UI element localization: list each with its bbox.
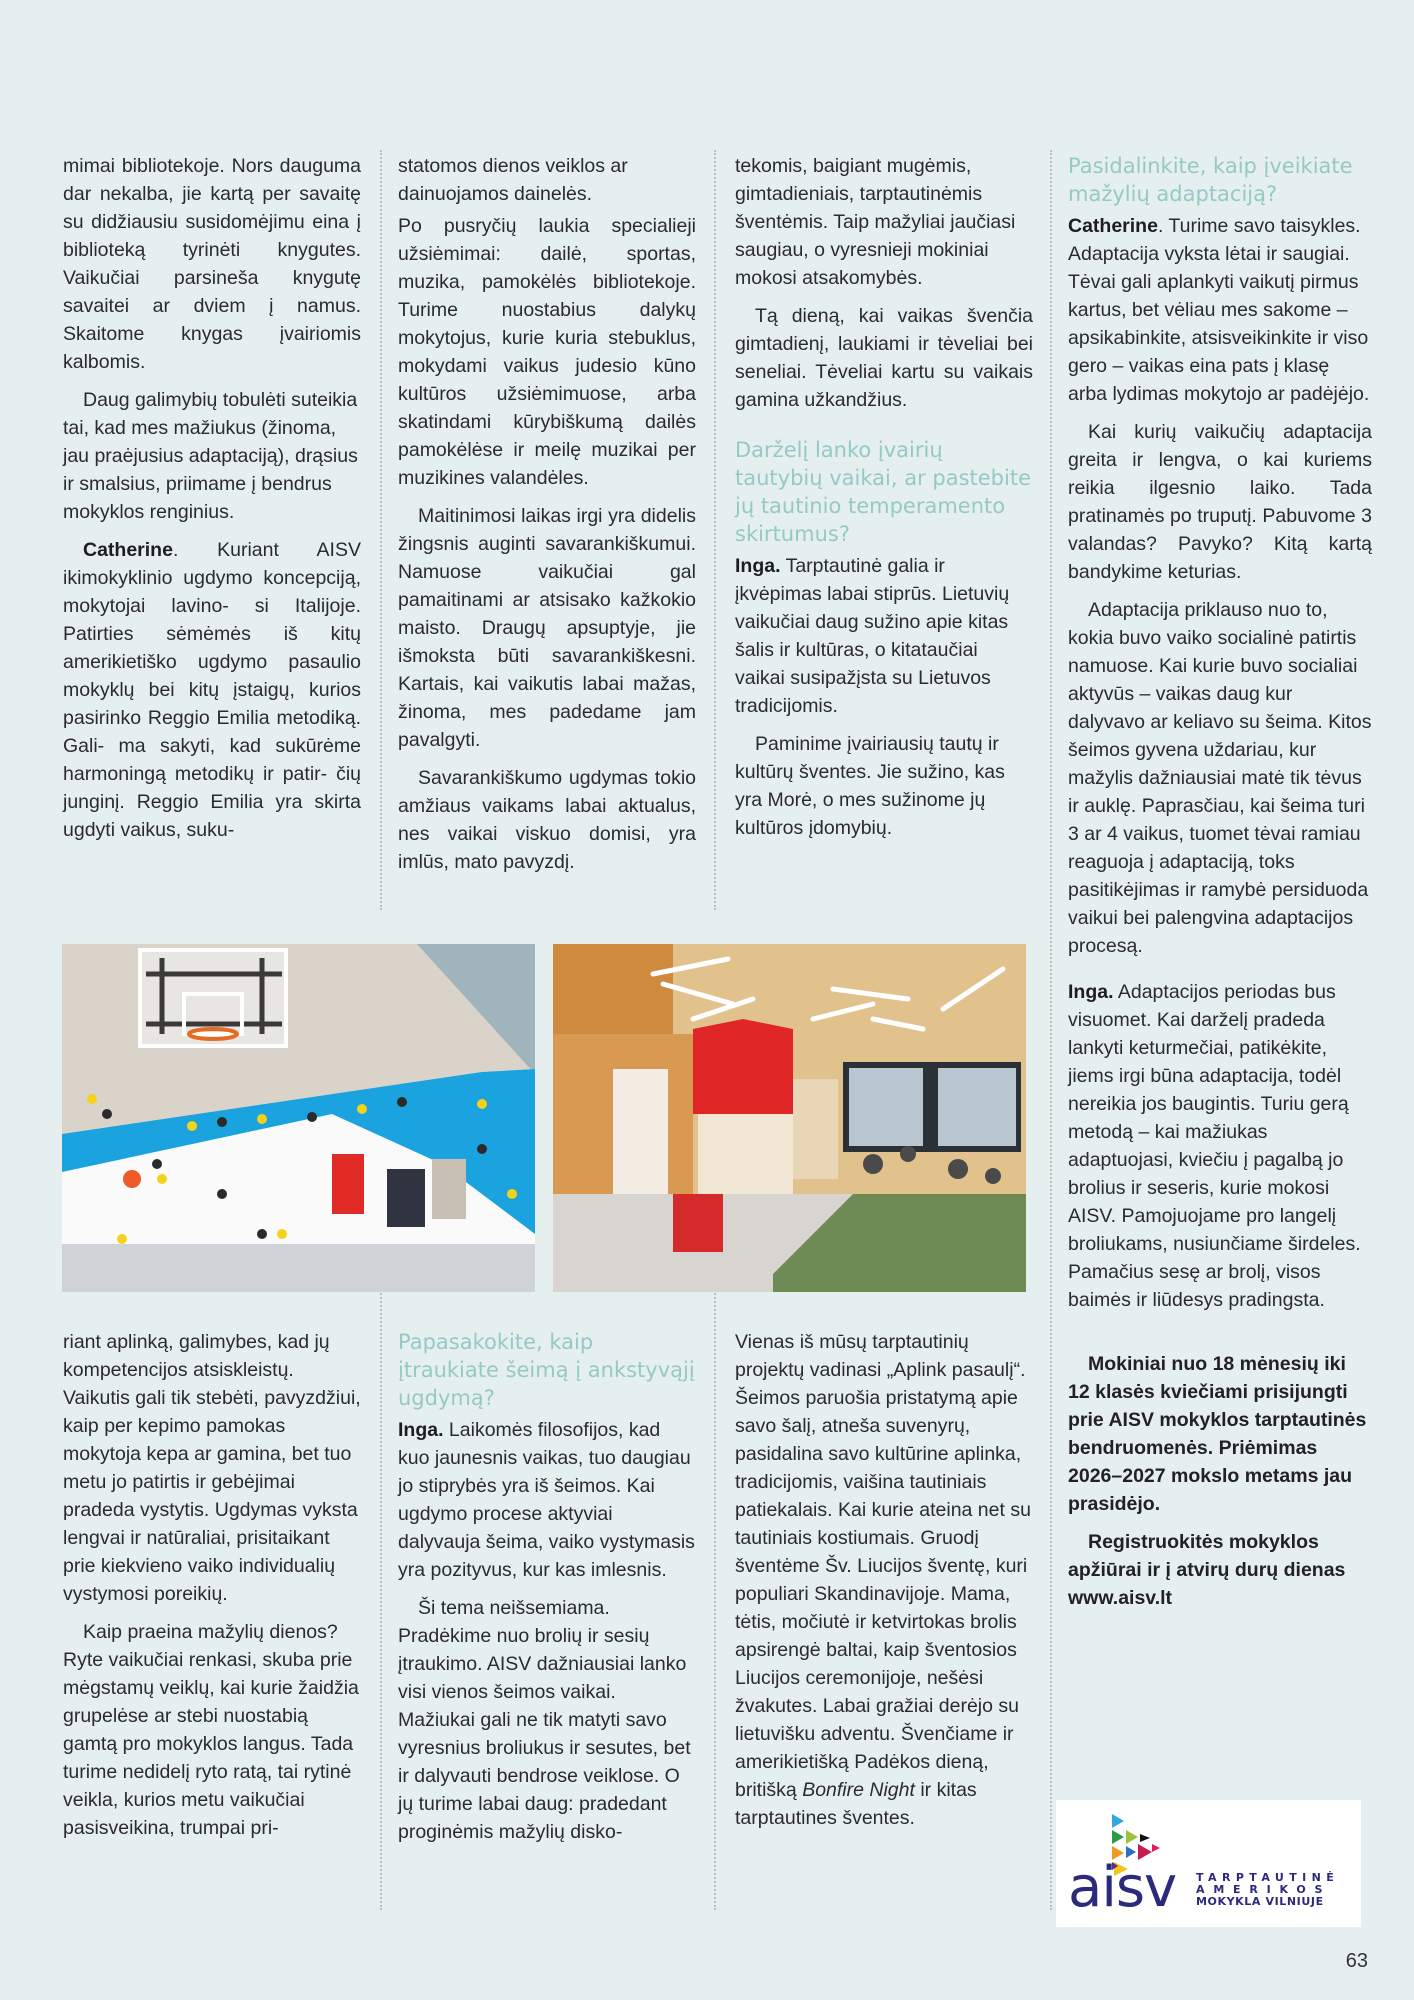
- article-column-3-bottom: [735, 1328, 1033, 1842]
- climbing-wall-image: [62, 944, 535, 1292]
- paragraph-text: Vienas iš mūsų tarptautinių projektų vadinasi „Aplink pasaulį“. Šeimos paruošia pristatymą apie savo šalį, atneša suvenyrų, pasidalina savo kultūrine aplinka, tradicijomis, vaišina tautiniais patiekalais. Kai kurie ateina net su tautiniais kostiumais. Gruodį šventėme Šv. Liucijos šventę, kuri populiari Skandinavijoje. Mama, tėtis, močiutė ir ketvirtokas brolis apsirengė baltai, kaip šventosios Liucijos ceremonijoje, nešėsi žvakutes. Labai gražiai derėjo su lietuvišku adventu. Švenčiame ir amerikietišką Padėkos dieną, britišką: [735, 1331, 1031, 1801]
- paragraph-text: Tarptautinė galia ir įkvėpimas labai stiprūs. Lietuvių vaikučiai daug sužino apie kitas šalis ir kultūras, o kitataučiai vaikai susipažįsta su Lietuvos tradicijomis.: [735, 555, 1010, 717]
- logo-tagline-line2: AMERIKOS: [1196, 1883, 1332, 1896]
- promo-text: Mokiniai nuo 18 mėnesių iki 12 klasės kviečiami prisijungti prie AISV mokyklos tarptautinės bendruomenės. Priėmimas 2026–2027 mokslo metams jau prasidėjo.: [1068, 1353, 1367, 1515]
- interview-question: Pasidalinkite, kaip įveikiate mažylių adaptaciją?: [1068, 154, 1353, 206]
- paragraph: [1068, 978, 1372, 1314]
- paragraph-text: Laikomės filosofijos, kad kuo jaunesnis vaikas, tuo daugiau jo stiprybės yra iš šeimos. Kai ugdymo procese aktyviai dalyvauja šeima, vaiko vystymasis yra pozityvus, kur kas imlesnis.: [398, 1419, 695, 1581]
- column-divider: [714, 1290, 716, 1910]
- logo-tagline-line1: TARPTAUTINĖ: [1196, 1871, 1340, 1884]
- interview-question: Darželį lanko įvairių tautybių vaikai, ar pastebite jų tautinio temperamento skirtumus?: [735, 438, 1031, 546]
- speaker-name: Catherine: [1068, 215, 1158, 237]
- paragraph: riant aplinką, galimybes, kad jų kompetencijos atsiskleistų. Vaikutis gali tik stebėti, pavyzdžiui, kaip per kepimo pamokas mokytoja kepa ar gamina, bet tuo metu jo patirtis ir gebėjimai pradeda vystytis. Ugdymas vyksta lengvai ir natūraliai, prisitaikant prie kiekvieno vaiko individualių vystymosi poreikių.: [63, 1331, 361, 1605]
- column-divider: [380, 150, 382, 910]
- paragraph-text: Adaptacijos periodas bus visuomet. Kai darželį pradeda lankyti keturmečiai, patikėkite, jiems irgi būna adaptacija, todėl nereikia jos baugintis. Turiu gerą metodą – kai mažiukas adaptuojasi, kviečiu į pagalbą jo brolius ir seseris, kurie mokosi AISV. Pamojuojame pro langelį broliukams, nusiunčiame širdeles. Pamačius sesę ar brolį, visos baimės ir liūdesys pradingsta.: [1068, 981, 1361, 1311]
- paragraph: Po pusryčių laukia specialieji užsiėmimai: dailė, sportas, muzika, pamokėlės bibliotekoje. Turime nuostabius dalykų mokytojus, kurie kuria stebuklus, mokydami vaikus judesio kūno kultūros užsiėmimuose, arba skatindami kūrybiškumą dailės pamokėlėse ir meilę muzikai per muzikines valandėles.: [398, 215, 696, 489]
- photo-climbing-wall: [62, 944, 535, 1292]
- paragraph: Savarankiškumo ugdymas tokio amžiaus vaikams labai aktualus, nes vaikai viskuo domisi, yra imlūs, mato pavyzdį.: [398, 767, 696, 873]
- italic-event-name: Bonfire Night: [802, 1779, 915, 1801]
- logo-wordmark: aisv: [1068, 1855, 1177, 1920]
- interview-question: Papasakokite, kaip įtraukiate šeimą į ankstyvąjį ugdymą?: [398, 1330, 695, 1410]
- paragraph: Adaptacija priklauso nuo to, kokia buvo vaiko socialinė patirtis namuose. Kai kurie buvo socialiai aktyvūs – vaikas daug kur dalyvavo ar keliavo su šeima. Kitos šeimos gyvena uždariau, kur mažylis dažniausiai matė tik tėvus ir auklę. Paprasčiau, kai šeima turi 3 ar 4 vaikus, tuomet tėvai ramiau reaguoja į adaptaciją, toks pasitikėjimas ir ramybė persiduoda vaikui bei palengvina adaptacijos procesą.: [1068, 599, 1372, 957]
- paragraph: Maitinimosi laikas irgi yra didelis žingsnis auginti savarankiškumui. Namuose vaikučiai gal pamaitinami ar atsisako kažkokio maisto. Draugų apsuptyje, jie išmoksta būti savarankiškesni. Kartais, kai vaikutis labai mažas, žinoma, mes padedame jam pavalgyti.: [398, 505, 696, 751]
- paragraph-text: ir kitas tarptautines šventes.: [735, 1779, 977, 1829]
- paragraph: statomos dienos veiklos ar dainuojamos dainelės.: [398, 155, 628, 205]
- paragraph: [63, 536, 361, 844]
- paragraph: mimai bibliotekoje. Nors dauguma dar nekalba, jie kartą per savaitę su didžiausiu susidomėjimu eina į biblioteką tyrinėti knygutes. Vaikučiai parsineša knygutę savaitei ar dviem į namus. Skaitome knygas įvairiomis kalbomis.: [63, 155, 361, 373]
- paragraph: Tą dieną, kai vaikas švenčia gimtadienį, laukiami ir tėveliai bei seneliai. Tėveliai kartu su vaikais gamina užkandžius.: [735, 305, 1033, 411]
- paragraph: [1068, 212, 1372, 408]
- article-column-1-bottom: [63, 1328, 361, 1852]
- logo-tagline: [1196, 1872, 1339, 1908]
- library-image: [553, 944, 1026, 1292]
- paragraph: [735, 1328, 1033, 1832]
- article-column-2-top: [398, 152, 696, 886]
- article-column-4: [1068, 152, 1372, 1622]
- paragraph: Kaip praeina mažylių dienos? Ryte vaikučiai renkasi, skuba prie mėgstamų veiklų, kai kurie žaidžia grupelėse ar stebi nuostabią gamtą pro mokyklos langus. Tada turime nedidelį ryto ratą, tai rytinė veikla, kurios metu vaikučiai pasisveikina, trumpai pri-: [63, 1621, 359, 1839]
- logo-tagline-line3: MOKYKLA VILNIUJE: [1196, 1895, 1324, 1908]
- speaker-name: Catherine: [83, 539, 173, 561]
- paragraph: [398, 1416, 696, 1584]
- promo-link-text: Registruokitės mokyklos apžiūrai ir į atvirų durų dienas www.aisv.lt: [1068, 1531, 1346, 1609]
- speaker-name: Inga.: [1068, 981, 1114, 1003]
- column-divider: [714, 150, 716, 910]
- speaker-name: Inga.: [735, 555, 781, 577]
- article-column-3-top: [735, 152, 1033, 852]
- paragraph: [735, 552, 1033, 720]
- paragraph: tekomis, baigiant mugėmis, gimtadieniais, tarptautinėmis šventėmis. Taip mažyliai jaučiasi saugiau, o vyresnieji mokiniai mokosi atsakomybės.: [735, 155, 1016, 289]
- article-column-2-bottom: [398, 1328, 696, 1856]
- paragraph: Ši tema neišsemiama. Pradėkime nuo brolių ir sesių įtraukimo. AISV dažniausiai lanko visi vienos šeimos vaikai. Mažiukai gali ne tik matyti savo vyresnius broliukus ir sesutes, bet ir dalyvauti bendrose veiklose. O jų turime labai daug: pradedant proginėmis mažylių disko-: [398, 1597, 691, 1843]
- paragraph-text: . Kuriant AISV ikimokyklinio ugdymo koncepciją, mokytojai lavino- si Italijoje. Patirties sėmėmės iš kitų amerikietiško ugdymo pasaulio mokyklų bei kitų įstaigų, kurios pasirinko Reggio Emilia metodiką. Gali- ma sakyti, kad sukūrėme harmoningą metodikų ir patir- čių junginį. Reggio Emilia yra skirta ugdyti vaikus, suku-: [63, 539, 361, 841]
- column-divider: [380, 1290, 382, 1910]
- article-column-1-top: [63, 152, 361, 854]
- paragraph: Daug galimybių tobulėti suteikia tai, kad mes mažiukus (žinoma, jau praėjusius adaptaciją), drąsius ir smalsius, priimame į bendrus mokyklos renginius.: [63, 389, 358, 523]
- photo-library: [553, 944, 1026, 1292]
- speaker-name: Inga.: [398, 1419, 444, 1441]
- aisv-logo: [1056, 1800, 1361, 1927]
- paragraph: Kai kurių vaikučių adaptacija greita ir lengva, o kai kuriems reikia ilgesnio laiko. Tada pratinamės po truputį. Pabuvome 3 valandas? Pavyko? Kitą kartą bandykime keturias.: [1068, 421, 1372, 583]
- paragraph: Paminime įvairiausių tautų ir kultūrų šventes. Jie sužino, kas yra Morė, o mes sužinome jų kultūros įdomybių.: [735, 733, 1005, 839]
- paragraph-text: . Turime savo taisykles. Adaptacija vyksta lėtai ir saugiai. Tėvai gali aplankyti vaikutį pirmus kartus, bet vėliau mes sakome – apsikabinkite, atsisveikinkite ir viso gero – vaikas eina pats į klasę arba lydimas mokytojo ar padėjėjo.: [1068, 215, 1370, 405]
- page-number: 63: [1345, 1950, 1368, 1972]
- column-divider: [1050, 150, 1052, 1910]
